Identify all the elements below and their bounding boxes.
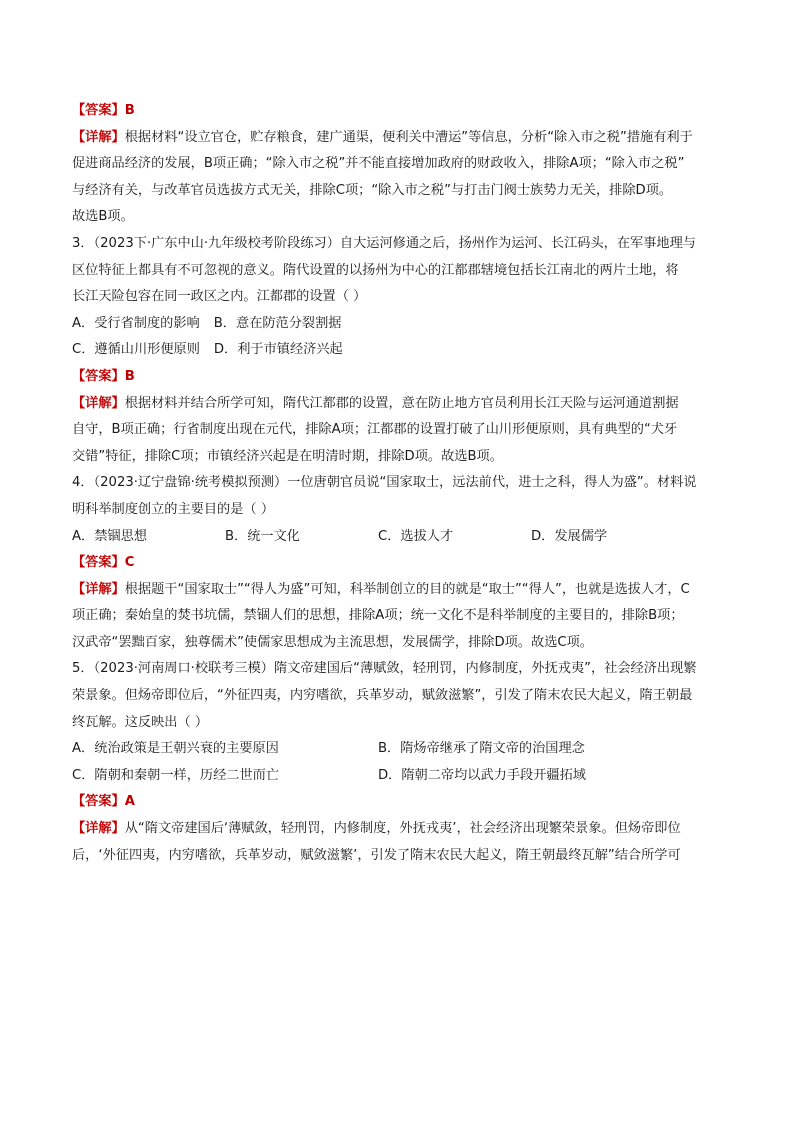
option-b: B．意在防范分裂割据 bbox=[213, 315, 342, 331]
option-d: D．隋朝二帝均以武力手段开疆拓域 bbox=[378, 767, 586, 783]
question-stem-q4: 4．（2023·辽宁盘锦·统考模拟预测）一位唐朝官员说“国家取士，远法前代，进士之科，得人为盛”。材料说 bbox=[72, 475, 697, 491]
answer-value: B bbox=[124, 103, 135, 118]
detail-line: 【详解】根据材料并结合所学可知，隋代江都郡的设置，意在防止地方官员利用长江天险与运河通道割据 bbox=[72, 395, 679, 411]
detail-line: 后，‘外征四夷，内穷嗜欲，兵革岁动，赋敛滋繁’，引发了隋末农民大起义，隋王朝最终瓦解”结合所学可 bbox=[72, 847, 681, 863]
option-a: A．受行省制度的影响 bbox=[72, 315, 200, 331]
option-c: C．隋朝和秦朝一样，历经二世而亡 bbox=[72, 767, 280, 783]
option-b: B．统一文化 bbox=[225, 528, 300, 544]
options-row bbox=[72, 337, 732, 364]
question-stem-q3: 长江天险包容在同一政区之内。江都郡的设置（ ） bbox=[72, 289, 367, 305]
answer-label: 【答案】 bbox=[72, 103, 125, 118]
detail-label: 【详解】 bbox=[72, 395, 125, 411]
options-row bbox=[72, 736, 732, 763]
options-row bbox=[72, 311, 732, 338]
option-c: C．遵循山川形便原则 bbox=[72, 342, 200, 358]
answer-line-q5 bbox=[72, 789, 732, 816]
detail-line: 项正确；秦始皇的焚书坑儒，禁锢人们的思想，排除A项；统一文化不是科举制度的主要目的，排除B项； bbox=[72, 608, 684, 624]
question-stem-q3: 3．（2023下·广东中山·九年级校考阶段练习）自大运河修通之后，扬州作为运河、长江码头，在军事地理与 bbox=[72, 235, 696, 251]
detail-label: 【详解】 bbox=[72, 821, 125, 837]
question-stem-q5: 终瓦解。这反映出（ ） bbox=[72, 714, 209, 730]
options-row bbox=[72, 763, 732, 790]
answer-line-q4 bbox=[72, 550, 732, 577]
detail-line: 故选B项。 bbox=[72, 209, 134, 225]
detail-line: 汉武帝“罢黜百家，独尊儒术”使儒家思想成为主流思想，发展儒学，排除D项。故选C项。 bbox=[72, 634, 593, 650]
detail-label: 【详解】 bbox=[72, 581, 125, 597]
option-a: A．禁锢思想 bbox=[72, 528, 147, 544]
question-stem-q5: 5．（2023·河南周口·校联考三模）隋文帝建国后“薄赋敛，轻刑罚，内修制度，外抚戎夷”，社会经济出现繁 bbox=[72, 661, 697, 677]
option-d: D．发展儒学 bbox=[531, 528, 608, 544]
detail-label: 【详解】 bbox=[72, 129, 125, 145]
answer-label: 【答案】 bbox=[72, 555, 125, 571]
option-b: B．隋炀帝继承了隋文帝的治国理念 bbox=[378, 741, 585, 757]
detail-line: 【详解】根据题干“国家取士”“得人为盛”可知，科举制创立的目的就是“取士”“得人”，也就是选拔人才，C bbox=[72, 581, 690, 597]
answer-value: C bbox=[124, 555, 135, 571]
answer-label: 【答案】 bbox=[72, 794, 125, 810]
detail-line: 促进商品经济的发展，B项正确；“除入市之税”并不能直接增加政府的财政收入，排除A项；“除入市之税” bbox=[72, 156, 685, 172]
option-a: A．统治政策是王朝兴衰的主要原因 bbox=[72, 741, 279, 757]
answer-line-q2 bbox=[72, 98, 732, 125]
answer-value: B bbox=[124, 368, 135, 384]
question-stem-q4: 明科举制度创立的主要目的是（ ） bbox=[72, 501, 275, 517]
detail-line: 交错”特征，排除C项；市镇经济兴起是在明清时期，排除D项。故选B项。 bbox=[72, 448, 503, 464]
question-stem-q3: 区位特征上都具有不可忽视的意义。隋代设置的以扬州为中心的江都郡辖境包括长江南北的两片土地，将 bbox=[72, 262, 679, 278]
answer-label: 【答案】 bbox=[72, 368, 125, 384]
detail-line: 与经济有关，与改革官员选拔方式无关，排除C项；“除入市之税”与打击门阀士族势力无关，排除D项。 bbox=[72, 182, 673, 198]
content-area bbox=[72, 98, 732, 869]
options-row bbox=[72, 524, 732, 551]
answer-value: A bbox=[124, 794, 135, 810]
option-c: C．选拔人才 bbox=[378, 528, 454, 544]
detail-line: 【详解】从“隋文帝建国后‘薄赋敛，轻刑罚，内修制度，外抚戎夷’，社会经济出现繁荣景象。但炀帝即位 bbox=[72, 821, 681, 837]
answer-line-q3 bbox=[72, 364, 732, 391]
question-stem-q5: 荣景象。但炀帝即位后，“外征四夷，内穷嗜欲，兵革岁动，赋敛滋繁”，引发了隋末农民大起义，隋王朝最 bbox=[72, 688, 693, 704]
detail-line: 自守，B项正确；行省制度出现在元代，排除A项；江都郡的设置打破了山川形便原则，具有典型的“犬牙 bbox=[72, 422, 678, 438]
detail-line: 【详解】根据材料“设立官仓，贮存粮食，建广通渠，便利关中漕运”等信息，分析“除入市之税”措施有利于 bbox=[72, 129, 693, 145]
option-d: D．利于市镇经济兴起 bbox=[213, 342, 343, 358]
